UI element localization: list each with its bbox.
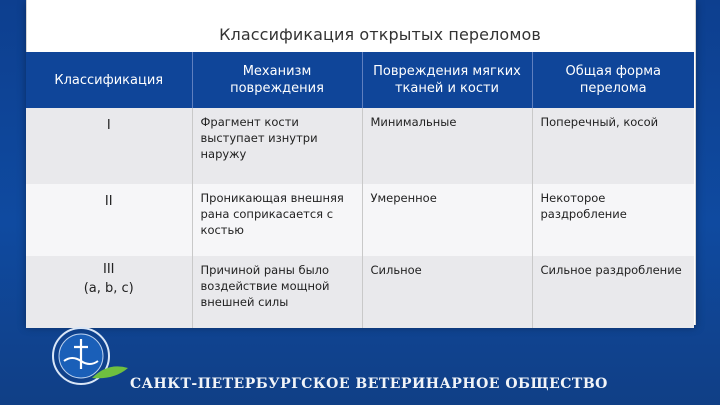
footer-organization-name: САНКТ-ПЕТЕРБУРГСКОЕ ВЕТЕРИНАРНОЕ ОБЩЕСТВО [130,376,608,392]
cell-classification-line2: (a, b, c) [83,281,134,296]
table-row [26,256,694,328]
cell-classification: I [26,108,192,184]
table-row [26,108,694,184]
cell-mechanism: Причиной раны было воздействие мощной внешней силы [192,256,362,328]
cell-classification-line1: III [102,262,115,277]
cell-form: Сильное раздробление [532,256,694,328]
cell-form: Поперечный, косой [532,108,694,184]
cell-classification [26,256,192,328]
green-leaf-icon [90,362,130,382]
cell-damage: Сильное [362,256,532,328]
cell-damage: Умеренное [362,184,532,256]
header-damage: Повреждения мягких тканей и кости [362,52,532,108]
slide-title: Классификация открытых переломов [219,25,541,44]
classification-table [26,52,694,328]
header-classification: Классификация [26,52,192,108]
cell-mechanism: Фрагмент кости выступает изнутри наружу [192,108,362,184]
header-mechanism: Механизм повреждения [192,52,362,108]
header-form: Общая форма перелома [532,52,694,108]
cell-damage: Минимальные [362,108,532,184]
table-header-row [26,52,694,108]
cell-mechanism: Проникающая внешняя рана соприкасается с костью [192,184,362,256]
cell-form: Некоторое раздробление [532,184,694,256]
table-row [26,184,694,256]
cell-classification: II [26,184,192,256]
